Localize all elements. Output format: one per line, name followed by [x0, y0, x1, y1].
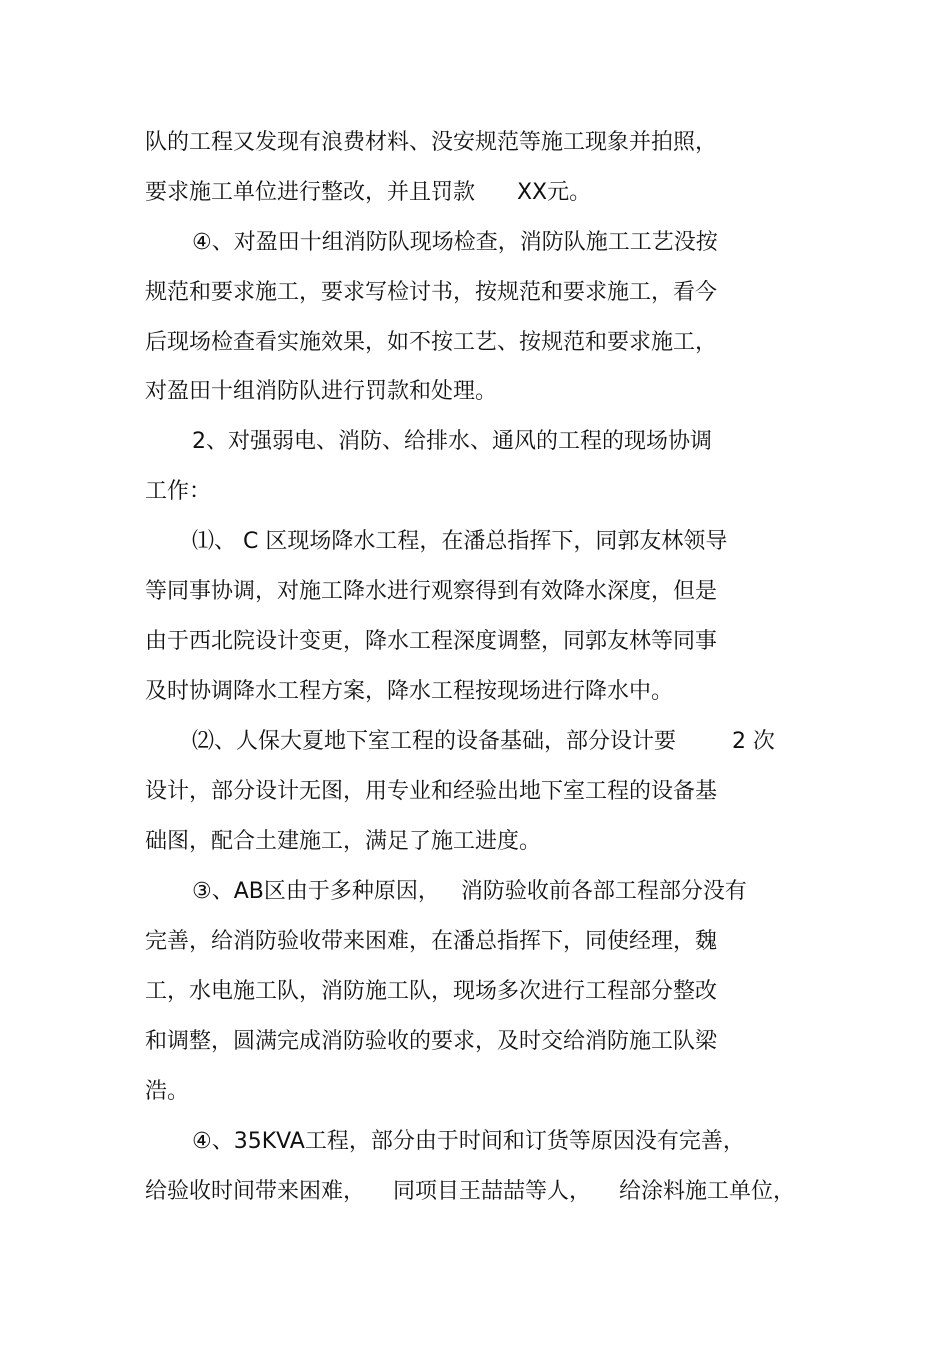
- text-line: ④、对盈田十组消防队现场检查，消防队施工工艺没按: [192, 230, 718, 255]
- text-line: 由于西北院设计变更，降水工程深度调整，同郭友林等同事: [145, 629, 718, 654]
- text-line: 及时协调降水工程方案，降水工程按现场进行降水中。: [145, 679, 674, 704]
- text-line: 完善，给消防验收带来困难，在潘总指挥下，同使经理，魏: [145, 929, 718, 954]
- text-line: 等同事协调，对施工降水进行观察得到有效降水深度，但是: [145, 579, 718, 604]
- text-line: ⑴、 C 区现场降水工程，在潘总指挥下，同郭友林领导: [192, 529, 728, 554]
- text-line: 工，水电施工队，消防施工队，现场多次进行工程部分整改: [145, 979, 718, 1004]
- text-line: 规范和要求施工，要求写检讨书，按规范和要求施工，看今: [145, 280, 718, 305]
- text-line: 2、对强弱电、消防、给排水、通风的工程的现场协调: [192, 429, 712, 454]
- text-line: 浩。: [145, 1079, 190, 1104]
- text-line: ④、35KVA工程，部分由于时间和订货等原因没有完善，: [192, 1129, 745, 1154]
- text-line: 设计，部分设计无图，用专业和经验出地下室工程的设备基: [145, 779, 718, 804]
- text-line: 后现场检查看实施效果，如不按工艺、按规范和要求施工，: [145, 330, 718, 355]
- text-line: ⑵、人保大夏地下室工程的设备基础，部分设计要 2 次: [192, 729, 775, 754]
- text-line: 工作：: [145, 479, 212, 504]
- text-line: 要求施工单位进行整改，并且罚款 XX元。: [145, 180, 592, 205]
- text-line: 队的工程又发现有浪费材料、没安规范等施工现象并拍照，: [145, 130, 718, 155]
- text-line: 对盈田十组消防队进行罚款和处理。: [145, 379, 498, 404]
- text-line: ③、AB区由于多种原因， 消防验收前各部工程部分没有: [192, 879, 747, 904]
- text-line: 础图，配合土建施工，满足了施工进度。: [145, 829, 542, 854]
- text-line: 和调整，圆满完成消防验收的要求，及时交给消防施工队梁: [145, 1029, 718, 1054]
- text-line: 给验收时间带来困难， 同项目王喆喆等人， 给涂料施工单位，: [145, 1179, 795, 1204]
